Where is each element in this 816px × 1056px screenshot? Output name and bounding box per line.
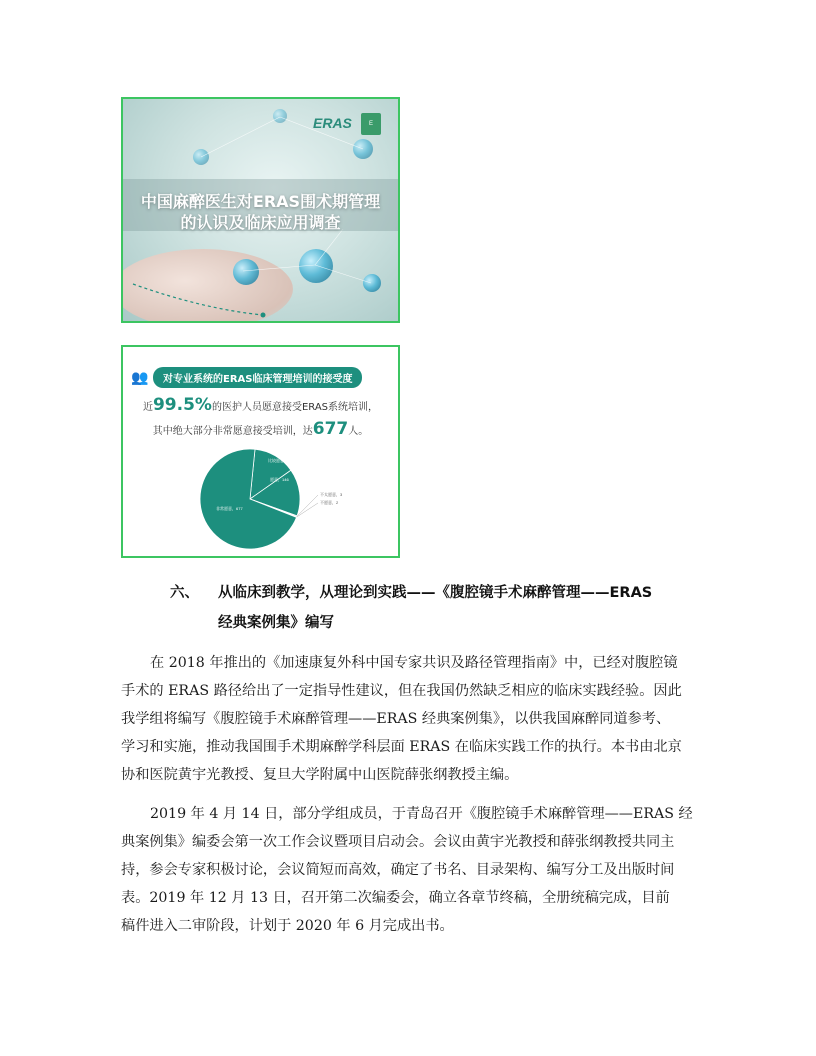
stat-line-2 — [123, 419, 398, 439]
pie-slice-label: 不太愿意，3 — [320, 492, 343, 497]
infographic-header — [131, 367, 362, 388]
survey-cover-image — [121, 97, 400, 323]
paragraph2-line: 典案例集》编委会第一次工作会议暨项目启动会。会议由黄宇光教授和薛张纲教授共同主 — [121, 834, 675, 850]
pie-slice-label: 不愿意，2 — [320, 500, 339, 505]
section-number: 六、 — [170, 585, 199, 601]
stat-suffix: 的医护人员愿意接受ERAS系统培训， — [211, 402, 379, 413]
people-icon: 👥 — [131, 369, 149, 386]
paragraph2-line: 稿件进入二审阶段，计划于 2020 年 6 月完成出书。 — [121, 918, 454, 934]
paragraph2-line: 表。2019 年 12 月 13 日，召开第二次编委会，确立各章节终稿，全册统稿完成，目前 — [121, 890, 670, 906]
stat-percent: 99.5% — [152, 395, 212, 415]
cover-title-line2: 的认识及临床应用调查 — [180, 213, 341, 232]
eras-logo: ERAS — [313, 115, 352, 131]
stat-count: 677 — [312, 419, 349, 439]
pie-slice-label: 非常愿意，677 — [216, 506, 243, 511]
pie-slice-label: 比较愿意，131 — [268, 458, 295, 463]
cover-title-line1: 中国麻醉医生对ERAS围术期管理 — [140, 192, 381, 211]
paragraph1-line: 协和医院黄宇光教授、复旦大学附属中山医院薛张纲教授主编。 — [121, 767, 519, 783]
eras-badge-logo: E — [361, 113, 381, 135]
pie-slice-label: 愿意，146 — [270, 477, 289, 482]
paragraph2-line: 持，参会专家积极讨论，会议简短而高效，确定了书名、目录架构、编写分工及出版时间 — [121, 862, 675, 878]
infographic-title: 对专业系统的ERAS临床管理培训的接受度 — [153, 367, 362, 388]
paragraph1-line: 学习和实施，推动我国围手术期麻醉学科层面 ERAS 在临床实践工作的执行。本书由北京 — [121, 739, 682, 755]
paragraph1-line: 手术的 ERAS 路径给出了一定指导性建议，但在我国仍然缺乏相应的临床实践经验。因此 — [121, 683, 682, 699]
stat-prefix: 近 — [142, 402, 153, 413]
training-acceptance-infographic — [121, 345, 400, 558]
paragraph1-line: 在 2018 年推出的《加速康复外科中国专家共识及路径管理指南》中，已经对腹腔镜 — [150, 655, 678, 671]
section-title-line2: 经典案例集》编写 — [218, 615, 334, 631]
paragraph2-line: 2019 年 4 月 14 日，部分学组成员，于青岛召开《腹腔镜手术麻醉管理——ERAS 经 — [150, 806, 693, 822]
section-title-line1: 从临床到教学，从理论到实践——《腹腔镜手术麻醉管理——ERAS — [218, 585, 653, 601]
paragraph1-line: 我学组将编写《腹腔镜手术麻醉管理——ERAS 经典案例集》，以供我国麻醉同道参考、 — [121, 711, 671, 727]
stat-line-1 — [123, 395, 398, 415]
acceptance-pie-chart — [198, 444, 398, 554]
stat-suffix: 人。 — [348, 426, 369, 437]
stat-prefix: 其中绝大部分非常愿意接受培训，达 — [152, 426, 313, 437]
